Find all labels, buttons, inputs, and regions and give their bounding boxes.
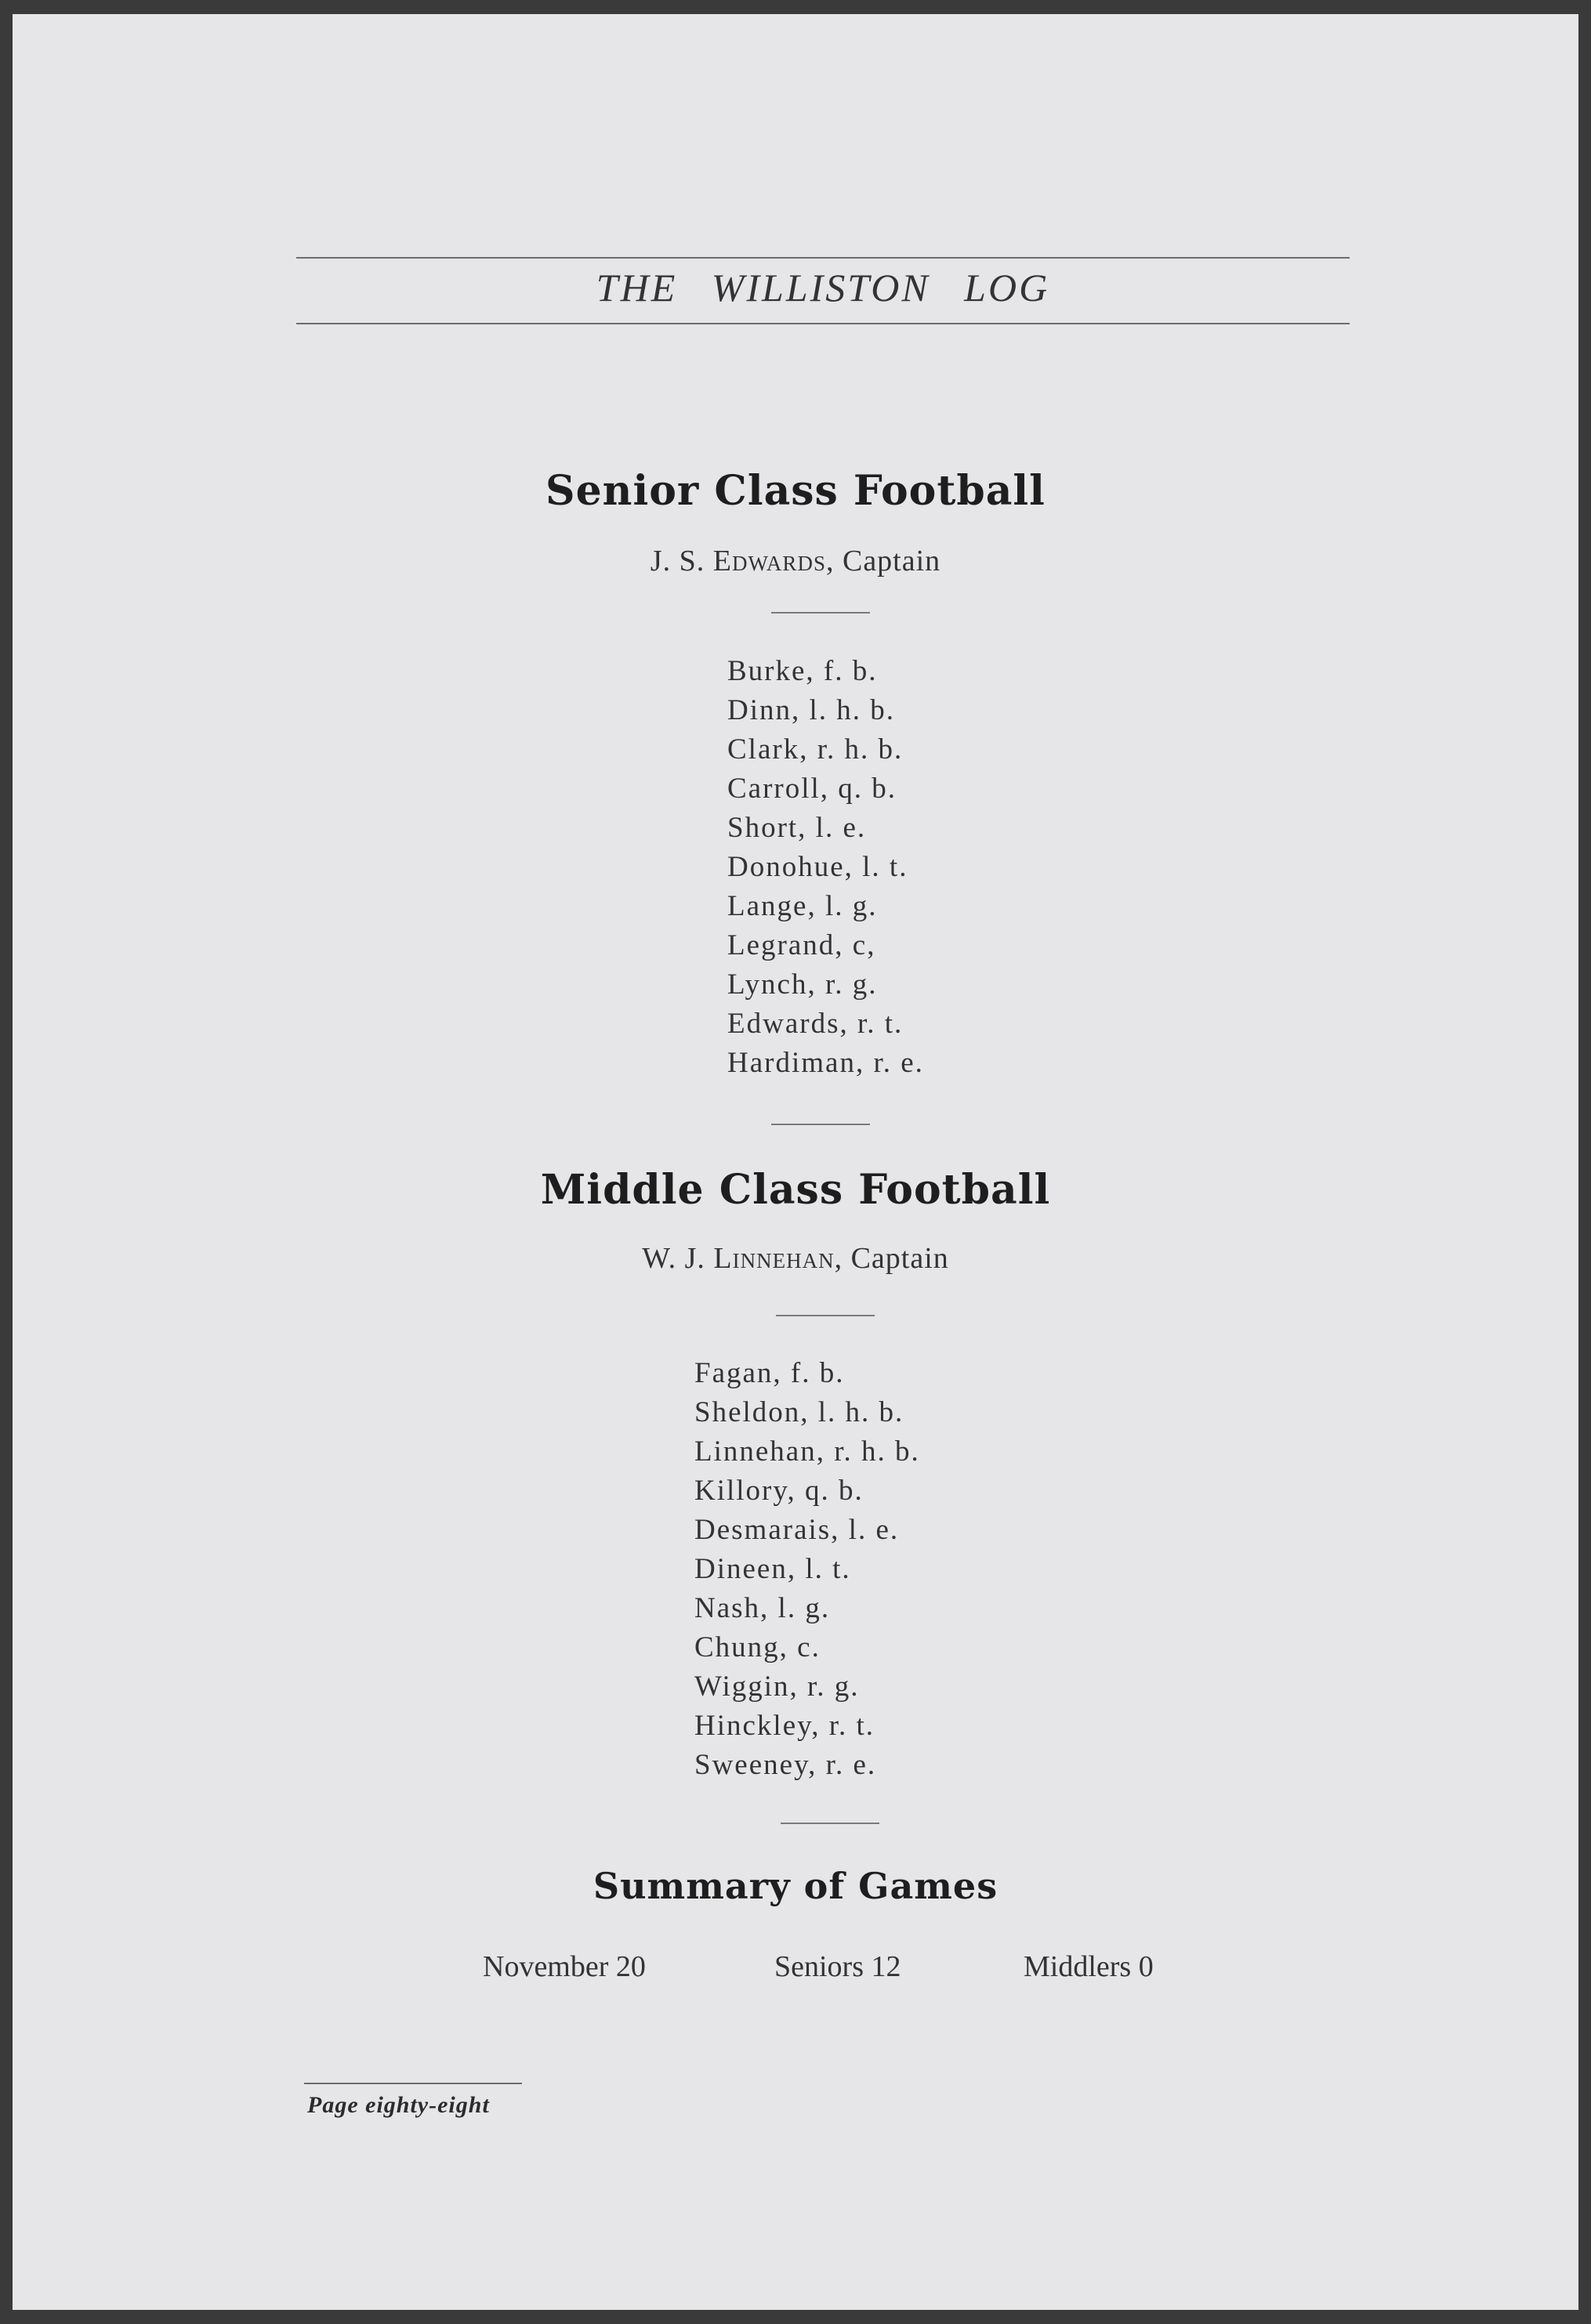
header-bottom-rule [296,323,1350,324]
list-item: Dineen, l. t. [694,1553,851,1585]
middle-divider [776,1315,875,1316]
senior-end-divider [771,1124,870,1125]
list-item: Edwards, r. t. [727,1008,904,1040]
middle-captain-name: Linnehan [713,1242,835,1275]
summary-seniors-score: Seniors 12 [774,1950,901,1983]
footer-rule [304,2083,522,2084]
senior-captain-initials: J. S. [650,545,705,577]
list-item: Fagan, f. b. [694,1357,845,1389]
list-item: Chung, c. [694,1631,821,1663]
list-item: Hardiman, r. e. [727,1047,924,1079]
list-item: Wiggin, r. g. [694,1671,860,1703]
header-top-rule [296,257,1350,259]
list-item: Lange, l. g. [727,890,878,922]
page [13,14,1578,2310]
list-item: Nash, l. g. [694,1592,831,1624]
list-item: Short, l. e. [727,812,867,844]
middle-captain-suffix: , Captain [834,1242,949,1275]
senior-captain-line [13,544,1578,578]
list-item: Linnehan, r. h. b. [694,1435,920,1468]
senior-divider [771,612,870,614]
list-item: Lynch, r. g. [727,968,878,1001]
list-item: Burke, f. b. [727,655,878,687]
list-item: Sweeney, r. e. [694,1749,877,1781]
list-item: Sheldon, l. h. b. [694,1396,904,1428]
list-item: Legrand, c, [727,929,876,961]
senior-section-title: Senior Class Football [545,467,1046,515]
summary-title: Summary of Games [593,1865,998,1907]
list-item: Clark, r. h. b. [727,733,904,766]
senior-captain-suffix: , Captain [825,545,941,577]
running-head: THE WILLISTON LOG [596,266,1050,310]
list-item: Donohue, l. t. [727,851,908,883]
middle-captain-initials: W. J. [642,1242,705,1275]
list-item: Desmarais, l. e. [694,1514,900,1546]
middle-section-title: Middle Class Football [540,1166,1051,1214]
summary-middlers-score: Middlers 0 [1024,1950,1154,1983]
list-item: Killory, q. b. [694,1475,864,1507]
senior-roster [727,652,924,1083]
senior-captain-name: Edwards [712,545,826,577]
summary-date: November 20 [483,1950,646,1983]
middle-end-divider [781,1823,879,1824]
list-item: Carroll, q. b. [727,773,897,805]
list-item: Dinn, l. h. b. [727,694,896,726]
list-item: Hinckley, r. t. [694,1710,875,1742]
middle-captain-line [13,1241,1578,1276]
middle-roster [694,1354,920,1785]
page-number-label: Page eighty-eight [307,2092,490,2118]
